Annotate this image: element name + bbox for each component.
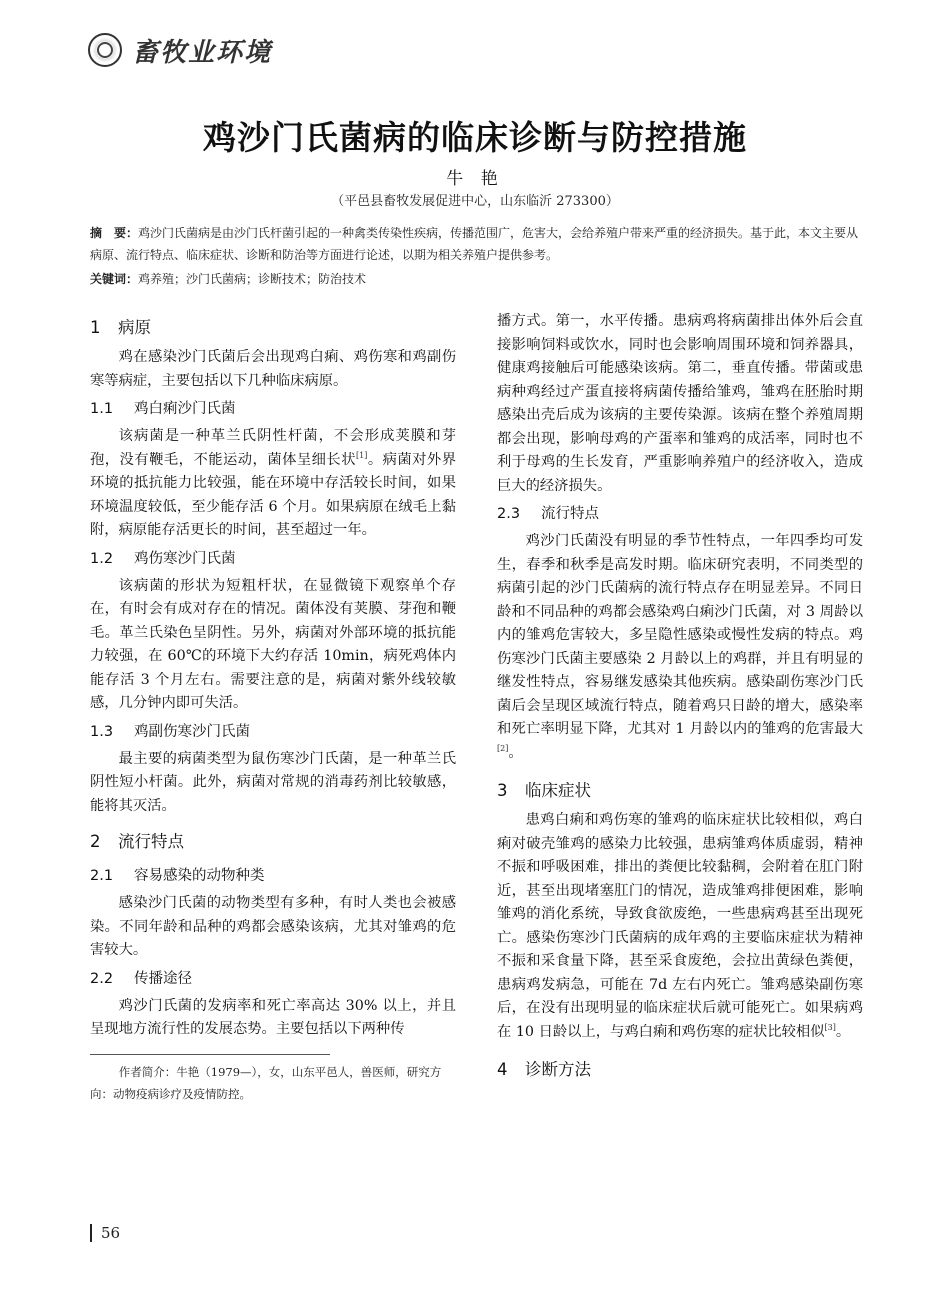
citation[interactable]: [2] — [497, 743, 509, 753]
section-heading: 4 诊断方法 — [497, 1060, 591, 1079]
keywords-text: 鸡养殖；沙门氏菌病；诊断技术；防治技术 — [138, 272, 367, 286]
right-column — [497, 310, 863, 1088]
paragraph: 鸡在感染沙门氏菌后会出现鸡白痢、鸡伤寒和鸡副伤寒等病症，主要包括以下几种临床病原。 — [90, 349, 456, 389]
footnote-divider — [90, 1054, 330, 1055]
subsection-heading: 2.3 流行特点 — [497, 506, 599, 522]
citation[interactable]: [3] — [824, 1022, 836, 1032]
paragraph: 鸡沙门氏菌没有明显的季节性特点，一年四季均可发生，春季和秋季是高发时期。临床研究表明，不同类型的病菌引起的沙门氏菌病的流行特点存在明显差异。不同日龄和不同品种的鸡都会感染鸡白痢沙门氏菌，对 3 周龄以内的雏鸡危害较大，多呈隐性感染或慢性发病的特点。鸡伤寒沙门氏菌主要感染 2 月龄以上的鸡群，并且有明显的继发性特点，容易继发感染其他疾病。感染副伤寒沙门氏菌后会呈现区域流行特点，随着鸡只日龄的增大，感染率和死亡率明显下降，尤其对 1 月龄以内的雏鸡的危害最大[2]。 — [497, 533, 863, 761]
paragraph: 患鸡白痢和鸡伤寒的雏鸡的临床症状比较相似，鸡白痢对破壳雏鸡的感染力比较强，患病雏鸡体质虚弱，精神不振和呼吸困难，排出的粪便比较黏稠，会附着在肛门附近，甚至出现堵塞肛门的情况，造成雏鸡排便困难，影响雏鸡的消化系统，导致食欲废绝，一些患病鸡甚至出现死亡。感染伤寒沙门氏菌病的成年鸡的主要临床症状为精神不振和采食量下降，甚至采食废绝，会拉出黄绿色粪便，患病鸡发病急，可能在 7d 左右内死亡。雏鸡感染副伤寒后，在没有出现明显的临床症状后就可能死亡。如果病鸡在 10 日龄以上，与鸡白痢和鸡伤寒的症状比较相似[3]。 — [497, 812, 863, 1040]
journal-seal-icon — [88, 33, 122, 67]
paragraph: 感染沙门氏菌的动物类型有多种，有时人类也会被感染。不同年龄和品种的鸡都会感染该病，尤其对雏鸡的危害较大。 — [90, 895, 456, 958]
paragraph: 该病菌是一种革兰氏阴性杆菌，不会形成荚膜和芽孢，没有鞭毛，不能运动，菌体呈细长状[1]。病菌对外界环境的抵抗能力比较强，能在环境中存活较长时间，如果环境温度较低，至少能存活 6 个月。如果病原在绒毛上黏附，病原能存活更长的时间，甚至超过一年。 — [90, 428, 457, 538]
paragraph: 播方式。第一，水平传播。患病鸡将病菌排出体外后会直接影响饲料或饮水，同时也会影响周围环境和饲养器具，健康鸡接触后可能感染该病。第二，垂直传播。带菌或患病种鸡经过产蛋直接将病菌传播给雏鸡，雏鸡在胚胎时期感染出壳后成为该病的主要传染源。该病在整个养殖周期都会出现，影响母鸡的产蛋率和雏鸡的成活率，同时也不利于母鸡的生长发育，严重影响养殖户的经济收入，造成巨大的经济损失。 — [497, 313, 863, 494]
journal-header — [88, 30, 272, 70]
paragraph: 鸡沙门氏菌的发病率和死亡率高达 30% 以上，并且呈现地方流行性的发展态势。主要包括以下两种传 — [90, 997, 456, 1037]
keywords — [90, 268, 860, 290]
section-heading: 3 临床症状 — [497, 781, 591, 800]
journal-name: 畜牧业环境 — [132, 37, 273, 68]
abstract-label: 摘 要： — [90, 226, 139, 240]
abstract — [90, 222, 860, 266]
subsection-heading: 2.1 容易感染的动物种类 — [90, 868, 265, 884]
abstract-text: 鸡沙门氏菌病是由沙门氏杆菌引起的一种禽类传染性疾病，传播范围广，危害大，会给养殖户带来严重的经济损失。基于此，本文主要从病原、流行特点、临床症状、诊断和防治等方面进行论述，以期为相关养殖户提供参考。 — [90, 226, 859, 262]
keywords-label: 关键词： — [90, 272, 139, 286]
subsection-heading: 1.3 鸡副伤寒沙门氏菌 — [90, 723, 250, 740]
author: 牛 艳 — [446, 169, 504, 189]
section-heading: 2 流行特点 — [90, 832, 184, 851]
subsection-heading: 2.2 传播途径 — [90, 970, 192, 987]
subsection-heading: 1.2 鸡伤寒沙门氏菌 — [90, 550, 236, 567]
section-heading: 1 病原 — [90, 318, 151, 337]
affiliation: （平邑县畜牧发展促进中心，山东临沂 273300） — [331, 194, 619, 209]
paragraph: 最主要的病菌类型为鼠伤寒沙门氏菌，是一种革兰氏阴性短小杆菌。此外，病菌对常规的消毒药剂比较敏感，能将其灭活。 — [90, 750, 456, 814]
author-footnote: 作者简介：牛艳（1979—），女，山东平邑人，兽医师，研究方向：动物疫病诊疗及疫情防控。 — [90, 1064, 442, 1101]
page-number: 56 — [90, 1224, 120, 1242]
paragraph: 该病菌的形状为短粗杆状，在显微镜下观察单个存在，有时会有成对存在的情况。菌体没有荚膜、芽孢和鞭毛。革兰氏染色呈阴性。另外，病菌对外部环境的抵抗能力较强，在 60℃的环境下大约存活 10min，病死鸡体内能存活 3 个月左右。需要注意的是，病菌对紫外线较敏感，几分钟内即可失活。 — [90, 577, 456, 711]
article-title: 鸡沙门氏菌病的临床诊断与防控措施 — [203, 118, 747, 157]
left-column — [90, 310, 456, 1105]
citation[interactable]: [1] — [356, 450, 368, 460]
subsection-heading: 1.1 鸡白痢沙门氏菌 — [90, 401, 236, 417]
